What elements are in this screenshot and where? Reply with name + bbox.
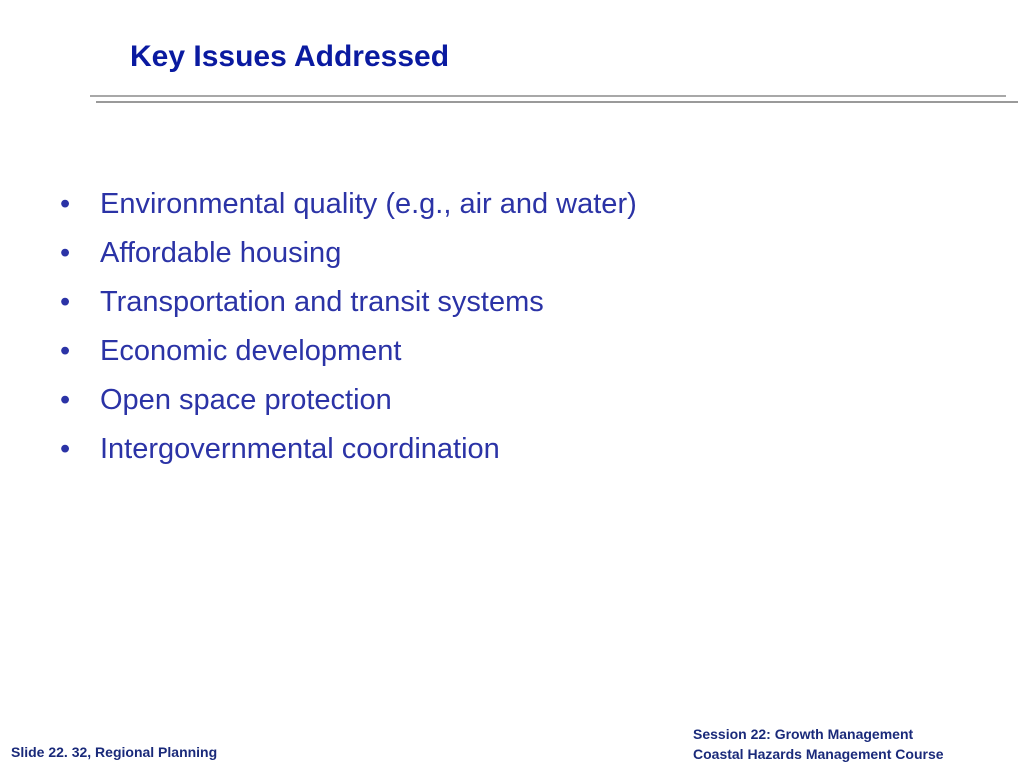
footer-slide-label: Slide 22. 32, Regional Planning — [11, 744, 218, 760]
bullet-item — [60, 188, 637, 237]
bullet-item — [60, 433, 637, 482]
title-divider-bottom — [96, 101, 1018, 103]
footer-course-info — [693, 724, 944, 764]
bullet-item — [60, 237, 637, 286]
bullet-item — [60, 384, 637, 433]
bullet-text: Intergovernmental coordination — [100, 433, 500, 465]
bullet-text: Environmental quality (e.g., air and water) — [100, 188, 637, 220]
bullet-text: Affordable housing — [100, 237, 342, 269]
footer-session-title: Session 22: Growth Management — [693, 726, 914, 742]
bullet-dot: • — [60, 335, 71, 367]
bullet-item — [60, 335, 637, 384]
bullet-text: Economic development — [100, 335, 402, 367]
bullet-text: Open space protection — [100, 384, 392, 416]
slide-title: Key Issues Addressed — [130, 40, 450, 73]
bullet-list — [60, 188, 637, 482]
bullet-item — [60, 286, 637, 335]
bullet-dot: • — [60, 384, 71, 416]
bullet-dot: • — [60, 286, 71, 318]
footer-course-title: Coastal Hazards Management Course — [693, 746, 944, 762]
bullet-dot: • — [60, 188, 71, 220]
title-divider-top — [90, 95, 1006, 97]
bullet-text: Transportation and transit systems — [100, 286, 544, 318]
bullet-dot: • — [60, 237, 71, 269]
bullet-dot: • — [60, 433, 71, 465]
